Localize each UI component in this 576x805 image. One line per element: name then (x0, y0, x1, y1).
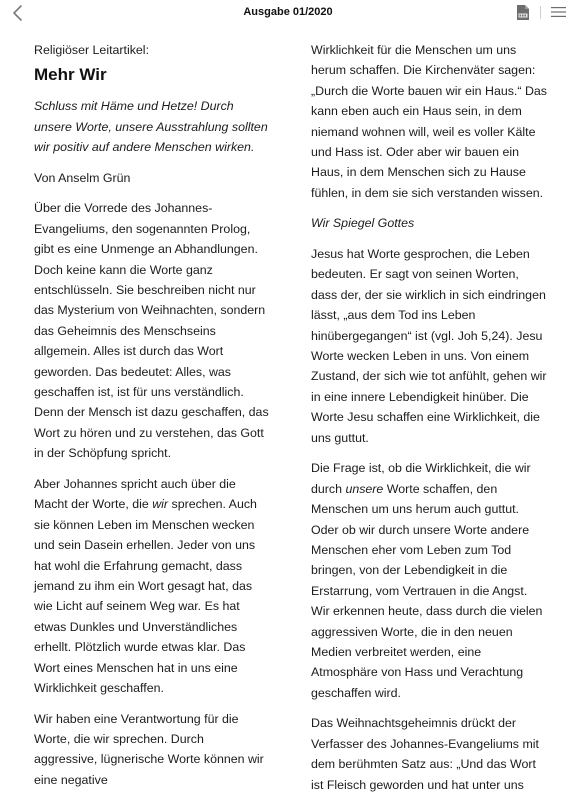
menu-button[interactable] (550, 5, 567, 19)
article-column-right (311, 40, 547, 805)
article-paragraph: Wirklichkeit für die Menschen um uns herum schaffen. Die Kirchenväter sagen: „Durch die Worte bauen wir ein Haus.“ Das kann eben auch ein Haus sein, in dem niemand wohnen will, weil es voller Kälte und Hass ist. Oder aber wir bauen ein Haus, in dem Menschen sich zu Hause fühlen, in dem sie sich verstanden wissen. (311, 43, 547, 200)
article-lead: Schluss mit Häme und Hetze! Durch unsere Worte, unsere Ausstrahlung sollten wir positiv auf andere Menschen wirken. (34, 99, 268, 155)
text-run: Worte schaffen, den Menschen um uns herum auch guttut. Oder ob wir durch unsere Worte andere Menschen eher vom Leben zum Tod bringen, von der Lebendigkeit in die Erstarrung, vom Vertrauen in die Angst. Wir erkennen heute, dass durch die vielen aggressiven Worte, die in den neuen Medien verbreitet werden, eine Atmosphäre von Hass und Verachtung geschaffen wird. (311, 481, 543, 700)
text-run: Aber Johannes spricht auch über die Macht der Worte, die (34, 476, 236, 512)
issue-title: Ausgabe 01/2020 (243, 6, 333, 18)
article-kicker: Religiöser Leitartikel: (34, 43, 150, 57)
pdf-button[interactable] (516, 4, 530, 21)
hamburger-menu-icon (550, 5, 567, 19)
pdf-file-icon (516, 4, 530, 21)
article-column-left (34, 40, 270, 800)
article-paragraph: Über die Vorrede des Johannes-Evangeliums, den sogenannten Prolog, gibt es eine Unmenge an Abhandlungen. Doch keine kann die Worte ganz entschlüsseln. Sie beschreiben nicht nur das Mysterium von Weihnachten, sondern das Geheimnis des Menschseins allgemein. Alles ist durch das Wort geworden. Das bedeutet: Alles, was geschaffen ist, ist für uns verständlich. Denn der Mensch ist dazu geschaffen, das Wort zu hören und zu verstehen, das Gott in der Schöpfung spricht. (34, 201, 269, 461)
text-run: Die Frage ist, ob die Wirklichkeit, die wir durch (311, 461, 531, 496)
article-paragraph: Jesus hat Worte gesprochen, die Leben bedeuten. Er sagt von seinen Worten, dass der, der sie wirklich in sich eindringen lässt, „aus dem Tod ins Leben hinübergegangen“ ist (vgl. Joh 5,24). Jesu Worte wecken Leben in uns. Von einem Zustand, der sich wie tot anfühlt, gehen wir in eine innere Lebendigkeit hinüber. Die Worte Jesu schaffen eine Wirklichkeit, die uns guttut. (311, 247, 547, 445)
article-author: Von Anselm Grün (34, 170, 131, 185)
article-paragraph (311, 458, 547, 703)
article-headline: Mehr Wir (34, 65, 107, 85)
article-paragraph: Das Weihnachtsgeheimnis drückt der Verfasser des Johannes-Evangeliums mit dem berühmten Satz aus: „Und das Wort ist Fleisch geworden und hat unter uns (311, 716, 539, 792)
text-run: sprechen. Auch sie können Leben im Menschen wecken und sein Dasein erhellen. Jeder von uns hat wohl die Erfahrung gemacht, dass jemand zu ihm ein Wort gesagt hat, das wie Licht auf seinem Weg war. Es hat etwas Dunkles und Unverständliches erhellt. Plötzlich wurde etwas klar. Das Wort eines Menschen hat in uns eine Wirklichkeit geschaffen. (34, 497, 257, 695)
article-paragraph: Wir haben eine Verantwortung für die Worte, die wir sprechen. Durch aggressive, lügnerische Worte können wir eine negative (34, 711, 264, 787)
article-paragraph (34, 474, 270, 698)
emphasis-word: wir (152, 497, 169, 512)
top-bar (0, 0, 576, 27)
toolbar-divider (540, 6, 541, 19)
article-subheading: Wir Spiegel Gottes (311, 216, 415, 231)
emphasis-word: unsere (345, 481, 384, 496)
